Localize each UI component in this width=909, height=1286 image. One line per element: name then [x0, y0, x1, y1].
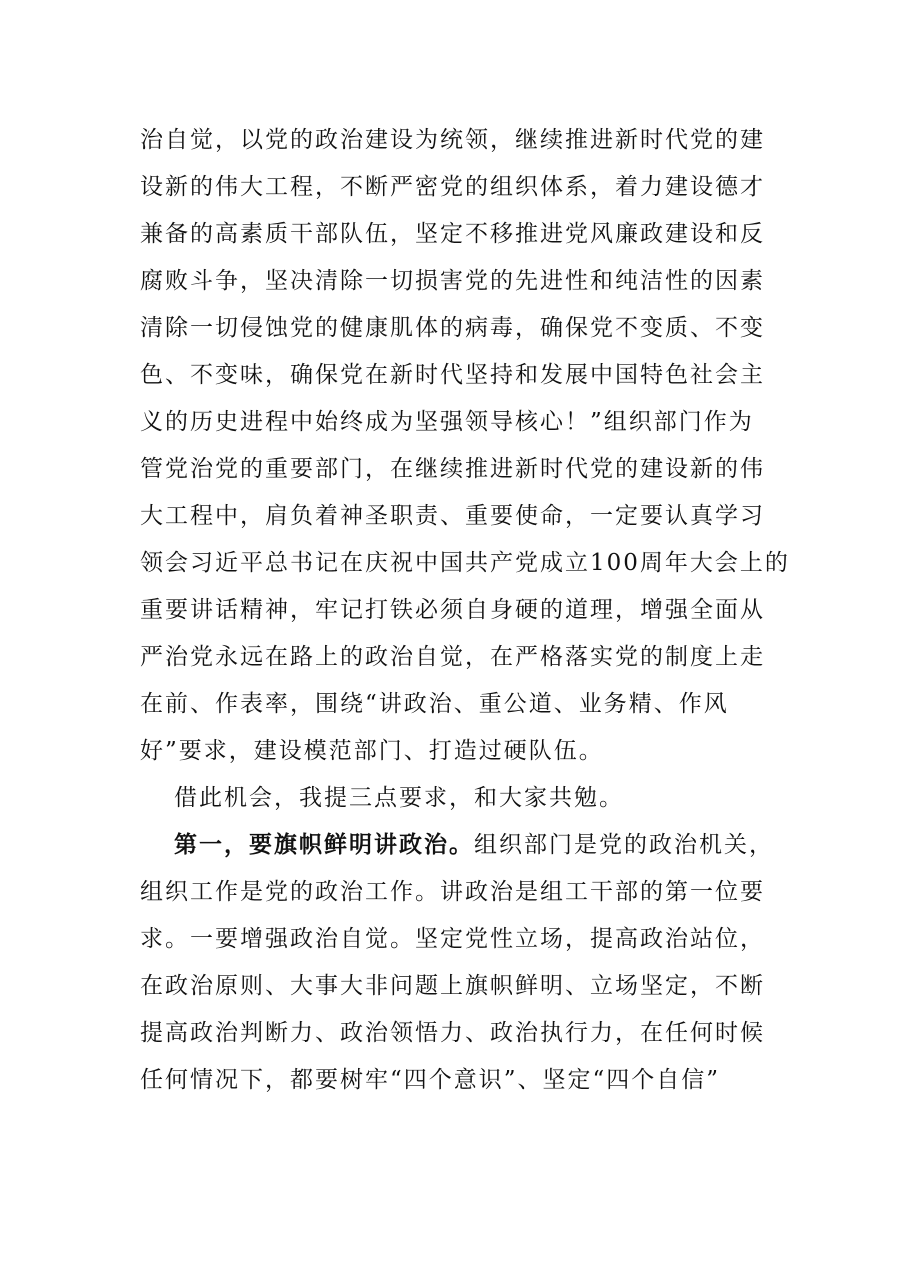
paragraph-line: 在政治原则、大事大非问题上旗帜鲜明、立场坚定，不断	[140, 973, 765, 999]
paragraph-line: 设新的伟大工程，不断严密党的组织体系，着力建设德才	[140, 174, 765, 200]
paragraph-line: 领会习近平总书记在庆祝中国共产党成立100周年大会上的	[140, 550, 790, 576]
paragraph-line: 任何情况下，都要树牢“四个意识”、坚定“四个自信”	[140, 1067, 721, 1093]
paragraph-line: 大工程中，肩负着神圣职责、重要使命，一定要认真学习	[140, 503, 765, 529]
paragraph-line: 重要讲话精神，牢记打铁必须自身硬的道理，增强全面从	[140, 597, 765, 623]
paragraph-line: 管党治党的重要部门，在继续推进新时代党的建设新的伟	[140, 456, 765, 482]
paragraph-line: 兼备的高素质干部队伍，坚定不移推进党风廉政建设和反	[140, 221, 765, 247]
paragraph-line: 腐败斗争，坚决清除一切损害党的先进性和纯洁性的因素	[140, 268, 765, 294]
paragraph-line: 求。一要增强政治自觉。坚定党性立场，提高政治站位，	[140, 926, 765, 952]
paragraph-line: 色、不变味，确保党在新时代坚持和发展中国特色社会主	[140, 362, 765, 388]
paragraph-line: 治自觉，以党的政治建设为统领，继续推进新时代党的建	[140, 127, 765, 153]
paragraph-first-line	[174, 825, 774, 865]
paragraph-line: 在前、作表率，围绕“讲政治、重公道、业务精、作风	[140, 691, 729, 717]
paragraph-text: 借此机会，我提三点要求，和大家共勉。	[174, 785, 624, 811]
paragraph-line: 提高政治判断力、政治领悟力、政治执行力，在任何时候	[140, 1020, 765, 1046]
section-heading: 第一，要旗帜鲜明讲政治。	[174, 831, 474, 858]
paragraph-line-rest: 组织部门是党的政治机关，	[474, 832, 774, 858]
paragraph-line: 清除一切侵蚀党的健康肌体的病毒，确保党不变质、不变	[140, 315, 765, 341]
paragraph-line: 好”要求，建设模范部门、打造过硬队伍。	[140, 738, 604, 764]
paragraph-line: 义的历史进程中始终成为坚强领导核心！”组织部门作为	[140, 409, 754, 435]
paragraph-line: 组织工作是党的政治工作。讲政治是组工干部的第一位要	[140, 879, 765, 905]
paragraph-line: 严治党永远在路上的政治自觉，在严格落实党的制度上走	[140, 644, 765, 670]
